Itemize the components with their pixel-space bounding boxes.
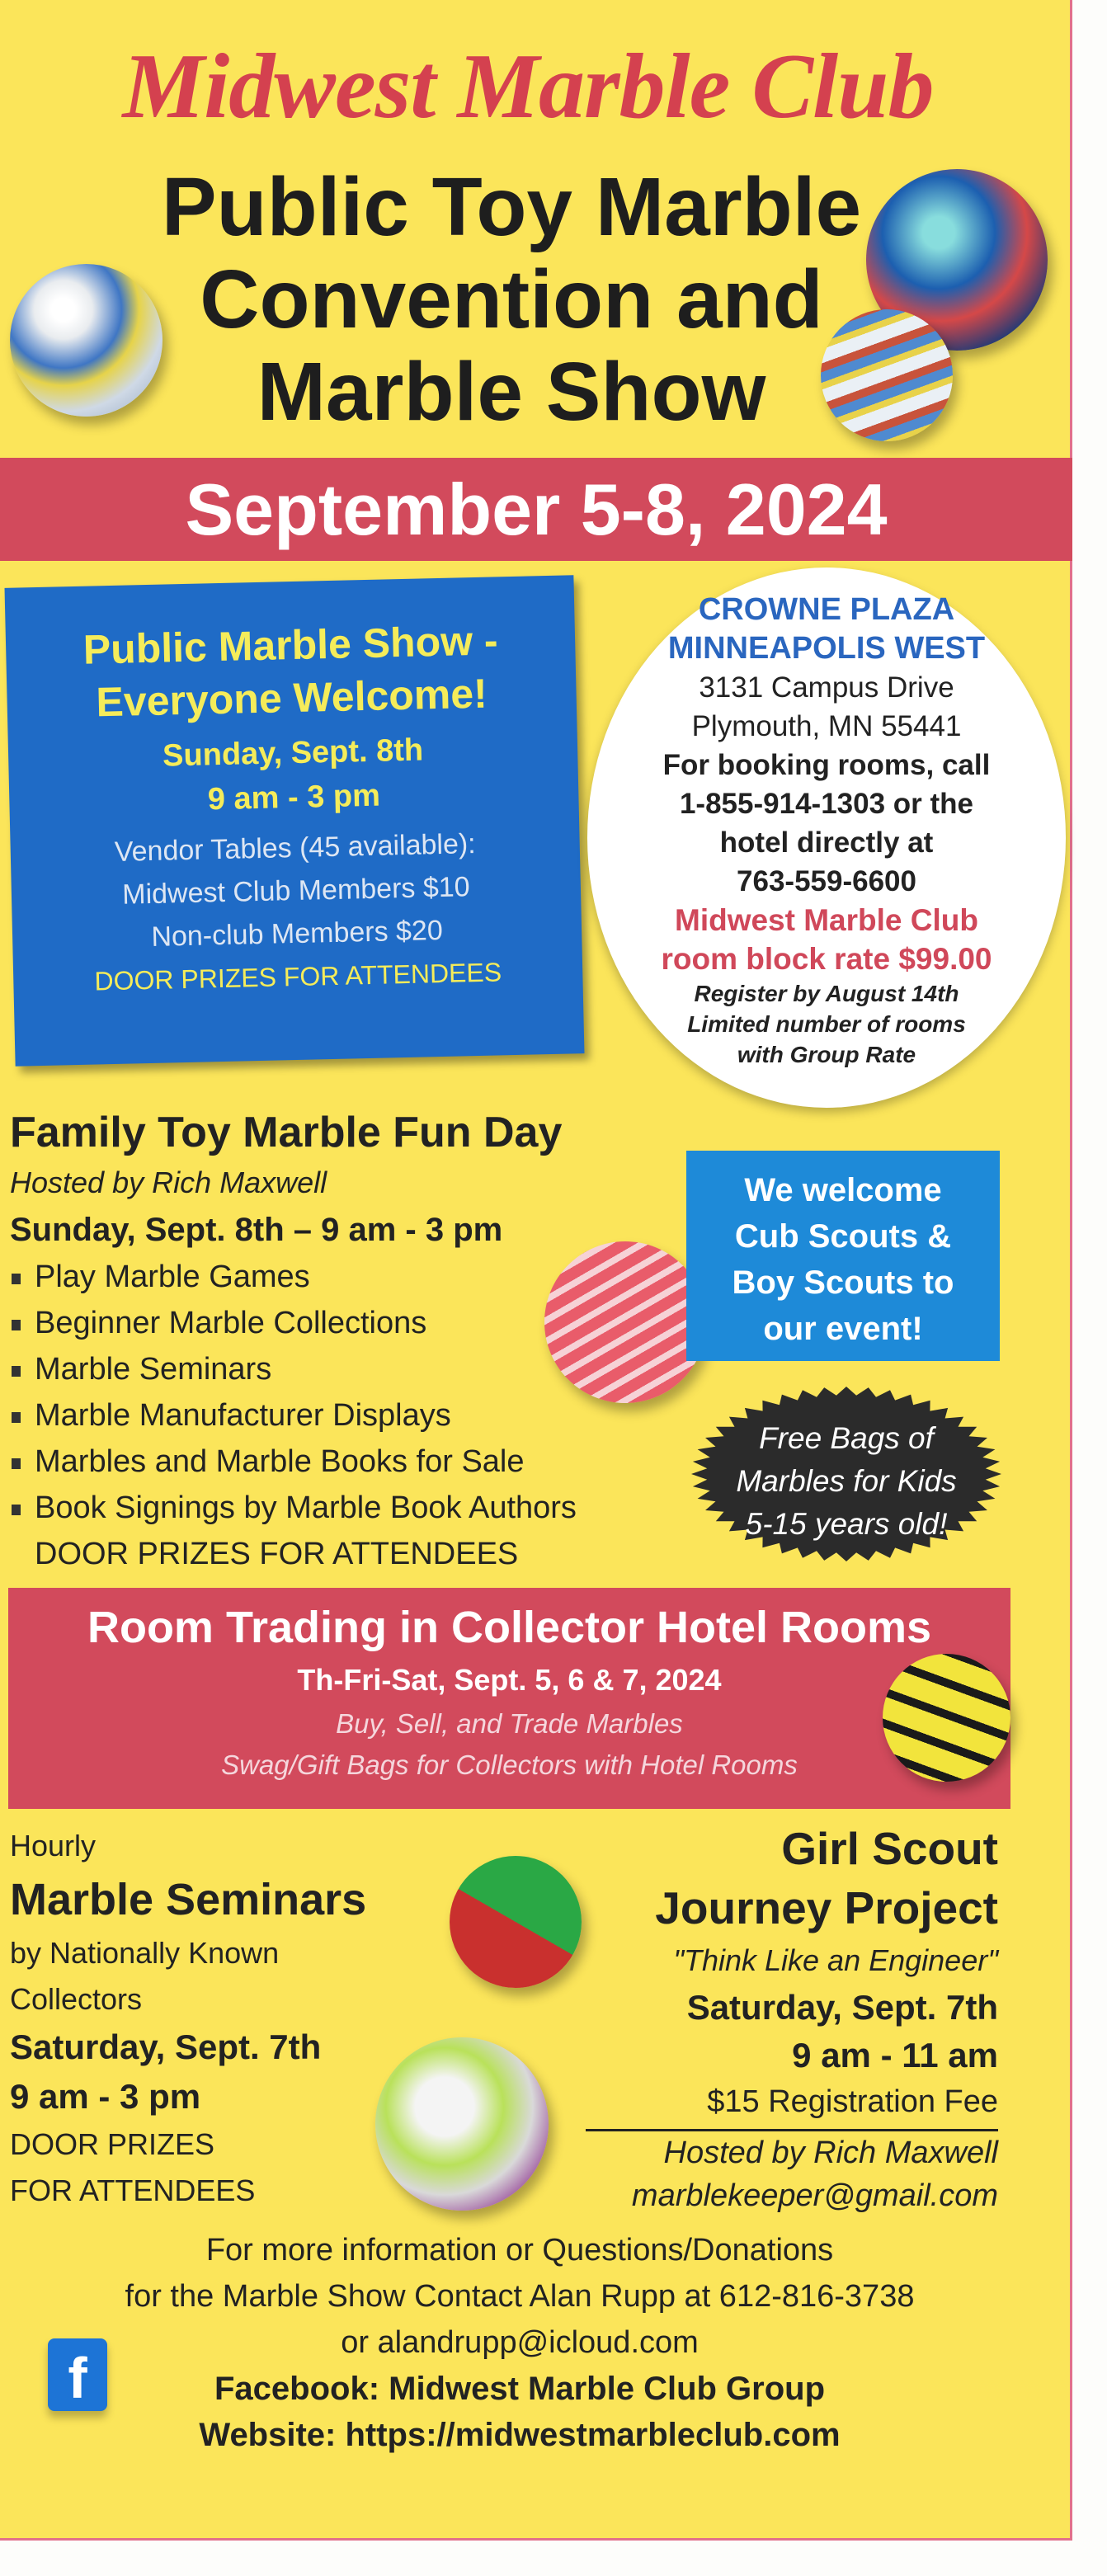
list-item: Book Signings by Marble Book Authors <box>10 1485 686 1531</box>
scouts-line: Boy Scouts to <box>732 1264 954 1301</box>
list-item: Marble Seminars <box>10 1346 686 1392</box>
family-title: Family Toy Marble Fun Day <box>10 1109 563 1156</box>
girl-scout-title: Journey Project <box>655 1882 998 1933</box>
marble-image <box>10 264 163 417</box>
facebook-link[interactable]: Facebook: Midwest Marble Club Group <box>214 2371 826 2407</box>
scouts-line: Cub Scouts & <box>734 1218 952 1255</box>
club-title: Midwest Marble Club <box>122 35 934 138</box>
free-bags-line: Marbles for Kids <box>736 1464 957 1498</box>
vendor-line: Vendor Tables (45 available): <box>114 828 477 868</box>
vendor-line: Non-club Members $20 <box>151 914 444 953</box>
seminars-pre: Hourly <box>10 1829 97 1863</box>
family-host: Hosted by Rich Maxwell <box>10 1166 327 1199</box>
hotel-phone[interactable]: 763-559-6600 <box>737 865 916 897</box>
family-when: Sunday, Sept. 8th – 9 am - 3 pm <box>10 1212 503 1248</box>
room-rate: room block rate $99.00 <box>661 942 992 976</box>
trading-title: Room Trading in Collector Hotel Rooms <box>87 1603 932 1652</box>
list-item: Play Marble Games <box>10 1254 686 1300</box>
hotel-note: Register by August 14th <box>694 981 959 1006</box>
website-link[interactable]: Website: https://midwestmarbleclub.com <box>199 2417 841 2453</box>
public-show-box <box>5 575 585 1067</box>
headline-line: Convention and <box>200 253 823 346</box>
contact-email[interactable]: or alandrupp@icloud.com <box>341 2325 699 2360</box>
host-email-link[interactable]: marblekeeper@gmail.com <box>631 2178 998 2213</box>
seminars-sub: by Nationally Known <box>10 1936 280 1970</box>
headline-line: Public Toy Marble <box>161 161 862 253</box>
registration-fee: $15 Registration Fee <box>586 2079 998 2131</box>
free-bags-line: Free Bags of <box>759 1421 934 1455</box>
list-item: Marble Manufacturer Displays <box>10 1392 686 1439</box>
dates-banner: September 5-8, 2024 <box>0 458 1072 561</box>
girl-scout-quote: "Think Like an Engineer" <box>673 1943 998 1977</box>
door-prizes: DOOR PRIZES <box>10 2127 215 2161</box>
hotel-name: MINNEAPOLIS WEST <box>667 631 986 666</box>
door-prizes: DOOR PRIZES FOR ATTENDEES <box>35 1537 519 1571</box>
contact-line: For more information or Questions/Donations <box>205 2233 834 2268</box>
vendor-info <box>10 820 582 962</box>
scouts-line: our event! <box>763 1311 923 1347</box>
seminars-time: 9 am - 3 pm <box>10 2077 201 2116</box>
girl-scout-day: Saturday, Sept. 7th <box>686 1988 998 2027</box>
room-trading-banner <box>8 1588 1010 1809</box>
trading-line: Swag/Gift Bags for Collectors with Hotel Rooms <box>221 1750 798 1780</box>
hotel-note: with Group Rate <box>737 1042 916 1067</box>
marble-image <box>821 309 953 441</box>
trading-dates: Th-Fri-Sat, Sept. 5, 6 & 7, 2024 <box>297 1663 722 1697</box>
door-prizes: DOOR PRIZES FOR ATTENDEES <box>94 957 502 996</box>
contact-line: for the Marble Show Contact Alan Rupp at 612-816-3738 <box>125 2279 915 2314</box>
list-item: Marbles and Marble Books for Sale <box>10 1439 686 1485</box>
room-rate: Midwest Marble Club <box>675 903 978 937</box>
public-show-title: Everyone Welcome! <box>95 670 488 726</box>
door-prizes: FOR ATTENDEES <box>10 2173 256 2207</box>
girl-scout-title: Girl Scout <box>781 1823 998 1874</box>
free-bags-starburst <box>690 1386 1003 1563</box>
marble-image <box>544 1241 706 1403</box>
seminars-sub: Collectors <box>10 1982 143 2016</box>
public-show-time: 9 am - 3 pm <box>207 778 381 817</box>
hotel-name: CROWNE PLAZA <box>698 592 955 627</box>
contact-footer <box>33 2227 1006 2458</box>
vendor-line: Midwest Club Members $10 <box>121 871 470 911</box>
scouts-line: We welcome <box>744 1172 942 1208</box>
scouts-welcome-box <box>686 1151 1000 1361</box>
marble-image <box>450 1856 582 1988</box>
booking-line: hotel directly at <box>719 826 934 859</box>
girl-scout-host: Hosted by Rich Maxwell <box>663 2136 998 2170</box>
hotel-note: Limited number of rooms <box>687 1011 966 1037</box>
girl-scout-time: 9 am - 11 am <box>792 2036 998 2074</box>
hotel-address: 3131 Campus Drive <box>699 671 954 704</box>
list-item: Beginner Marble Collections <box>10 1300 686 1346</box>
free-bags-line: 5-15 years old! <box>745 1507 948 1541</box>
seminars-day: Saturday, Sept. 7th <box>10 2027 322 2066</box>
hotel-info <box>587 567 1066 1108</box>
trading-line: Buy, Sell, and Trade Marbles <box>336 1708 683 1739</box>
booking-phone[interactable]: 1-855-914-1303 or the <box>679 788 974 820</box>
booking-line: For booking rooms, call <box>662 749 991 781</box>
marble-image <box>375 2037 549 2211</box>
public-show-day: Sunday, Sept. 8th <box>162 732 424 774</box>
girl-scout-project <box>577 1819 998 2217</box>
hotel-address: Plymouth, MN 55441 <box>691 710 962 742</box>
public-show-title: Public Marble Show - <box>82 617 499 673</box>
headline-line: Marble Show <box>257 346 766 438</box>
seminars-title: Marble Seminars <box>10 1875 367 1924</box>
facebook-icon[interactable]: f <box>48 2338 107 2411</box>
marble-image <box>883 1654 1010 1782</box>
